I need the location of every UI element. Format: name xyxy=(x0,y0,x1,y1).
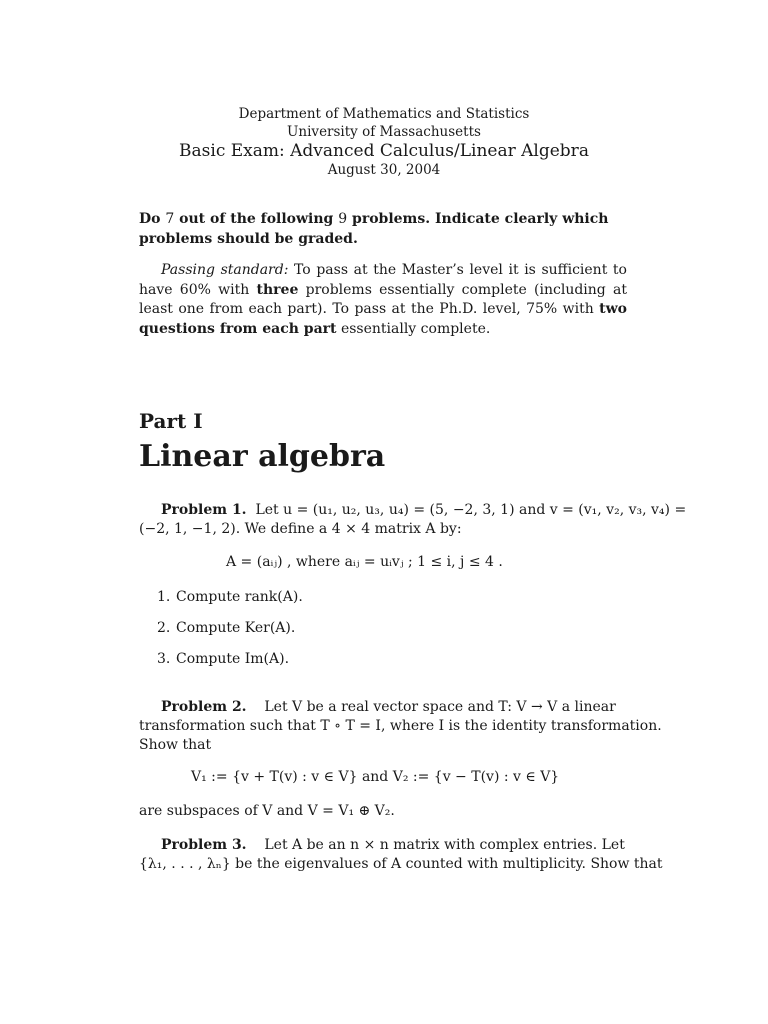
problem-1-item xyxy=(157,651,289,667)
instructions-text-line2: problems should be graded. xyxy=(139,230,358,247)
passing-text-1: To pass at the Master’s level it is sufficient to have 60% with xyxy=(139,262,627,298)
problem-2-line-1 xyxy=(161,699,616,715)
instructions-text-a: Do xyxy=(139,211,166,227)
instructions-text-e: problems. Indicate clearly which xyxy=(347,211,609,227)
problem-1-item xyxy=(157,620,295,636)
department-name: Department of Mathematics and Statistics xyxy=(238,106,530,122)
problem-1-text-1: Let u = (u₁, u₂, u₃, u₄) = (5, −2, 3, 1) and v = (v₁, v₂, v₃, v₄) = xyxy=(255,502,687,518)
part-label: Part I xyxy=(139,409,203,433)
problem-2-text-4: are subspaces of V and V = V₁ ⊕ V₂. xyxy=(139,803,395,819)
passing-standard-label: Passing standard: xyxy=(161,262,289,278)
problem-1-equation: A = (aᵢⱼ) , where aᵢⱼ = uᵢvⱼ ; 1 ≤ i, j ≤ 4 . xyxy=(226,554,503,570)
problem-1-item-number: 3. xyxy=(157,651,171,667)
passing-standard xyxy=(139,261,627,339)
problem-2-text-3: Show that xyxy=(139,737,212,753)
part-title: Linear algebra xyxy=(139,439,386,474)
problem-1-item-number: 1. xyxy=(157,589,171,605)
problem-1-text-2: (−2, 1, −1, 2). We define a 4 × 4 matrix A by: xyxy=(139,521,462,537)
problem-1-item-number: 2. xyxy=(157,620,171,636)
instructions-count-7: 7 xyxy=(165,211,175,227)
passing-three: three xyxy=(256,281,299,298)
problem-1-item-text: Compute Im(A). xyxy=(176,651,290,667)
problem-2-text-2: transformation such that T ∘ T = I, where I is the identity transformation. xyxy=(139,718,662,734)
instructions xyxy=(139,210,627,249)
problem-1-item xyxy=(157,589,303,605)
problem-2-text-1: Let V be a real vector space and T: V → V a linear xyxy=(264,699,616,715)
problem-3-text-2: {λ₁, . . . , λₙ} be the eigenvalues of A counted with multiplicity. Show that xyxy=(139,856,663,872)
exam-date: August 30, 2004 xyxy=(327,162,441,178)
passing-two-questions: two questions from each part xyxy=(139,301,627,337)
passing-text-2: problems essentially complete (including at least one from each part). To pass at the Ph.D. level, 75% with xyxy=(139,281,627,317)
instructions-count-9: 9 xyxy=(338,211,348,227)
problem-2-equation: V₁ := {v + T(v) : v ∈ V} and V₂ := {v − T(v) : v ∈ V} xyxy=(191,769,560,785)
exam-title: Basic Exam: Advanced Calculus/Linear Algebra xyxy=(179,141,589,161)
problem-3-label: Problem 3. xyxy=(161,837,247,853)
passing-text-3: essentially complete. xyxy=(336,320,491,337)
problem-2-label: Problem 2. xyxy=(161,699,247,715)
problem-1-item-text: Compute Ker(A). xyxy=(176,620,296,636)
university-name: University of Massachusetts xyxy=(287,124,481,140)
problem-3-text-1: Let A be an n × n matrix with complex entries. Let xyxy=(264,837,625,853)
problem-1-label: Problem 1. xyxy=(161,502,247,518)
problem-1-line-1 xyxy=(161,502,686,518)
problem-3-line-1 xyxy=(161,837,625,853)
instructions-text-c: out of the following xyxy=(174,211,339,227)
problem-1-item-text: Compute rank(A). xyxy=(176,589,303,605)
